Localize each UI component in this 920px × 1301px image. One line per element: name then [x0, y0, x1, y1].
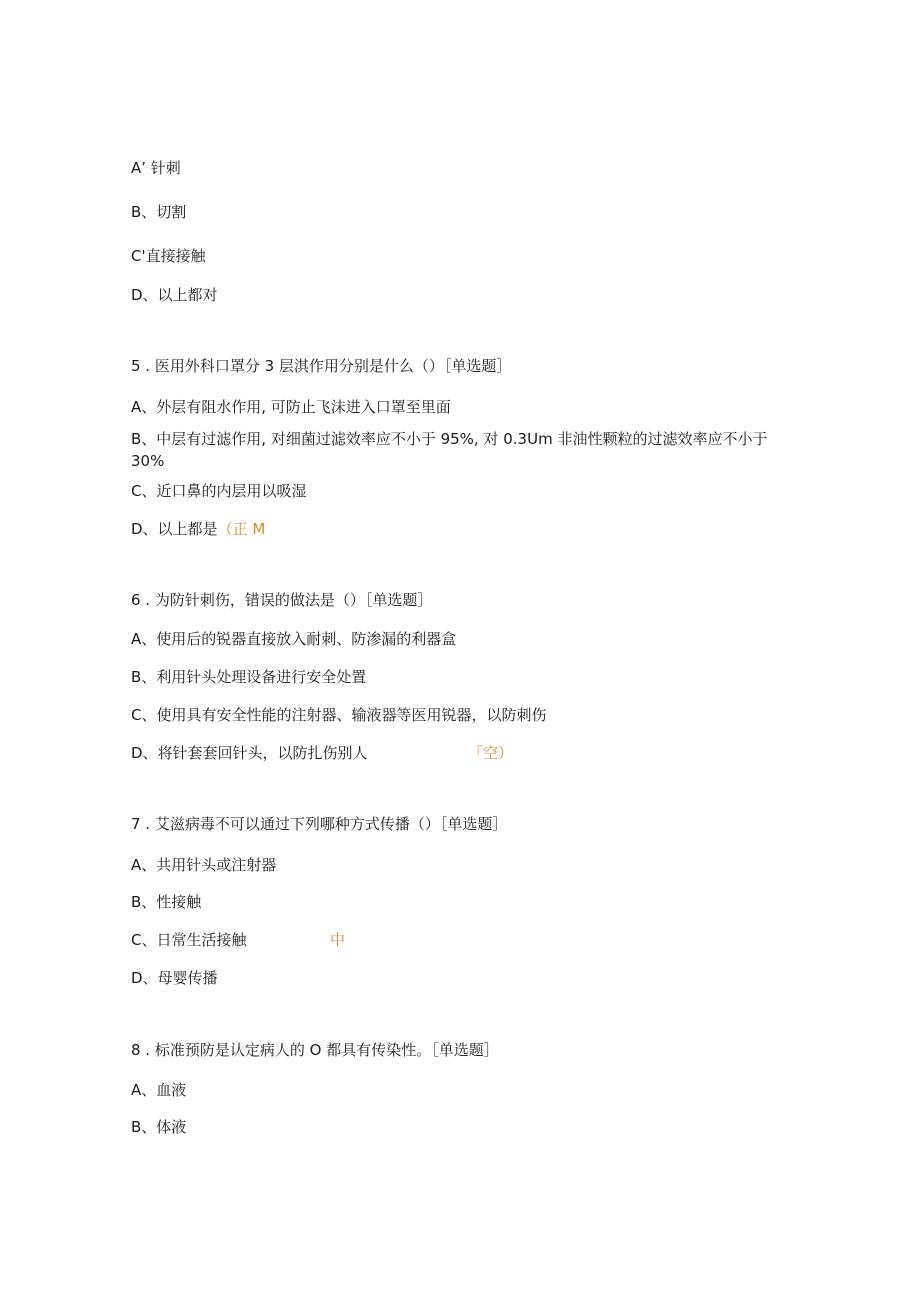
question-6-answer-mark: 「空） — [468, 744, 514, 762]
question-6-option-c: C、使用具有安全性能的注射器、输液器等医用锐器，以防刺伤 — [131, 706, 547, 724]
question-7-option-d: D、母婴传播 — [131, 969, 218, 987]
question-8-option-a: A、血液 — [131, 1081, 187, 1099]
option-a: A’ 针刺 — [131, 159, 181, 177]
question-8-stem: 8 . 标准预防是认定病人的 O 都具有传染性。［单选题］ — [131, 1041, 499, 1059]
option-b: B、切割 — [131, 203, 187, 221]
question-7-option-c: C、日常生活接触 — [131, 931, 247, 949]
option-d: D、以上都对 — [131, 286, 218, 304]
question-5-option-a: A、外层有阻水作用, 可防止飞沫进入口罩至里面 — [131, 398, 451, 416]
question-5-option-b: B、中层有过滤作用, 对细菌过滤效率应不小于 95%, 对 0.3Um 非油性颗粒的过滤效率应不小于 30% — [131, 430, 768, 470]
option-c: C'直接接触 — [131, 247, 206, 265]
question-6-option-d: D、将针套套回针头，以防扎伤别人 — [131, 744, 368, 762]
question-7-option-b: B、性接触 — [131, 893, 202, 911]
question-6-option-a: A、使用后的锐器直接放入耐刺、防渗漏的利器盒 — [131, 630, 457, 648]
question-6-option-b: B、利用针头处理设备进行安全处置 — [131, 668, 367, 686]
question-5-option-d-text: D、以上都是 — [131, 520, 218, 538]
question-6-stem: 6 . 为防针刺伤，错误的做法是（）［单选题］ — [131, 591, 433, 609]
question-8-option-b: B、体液 — [131, 1118, 187, 1136]
question-7-stem: 7 . 艾滋病毒不可以通过下列哪种方式传播（）［单选题］ — [131, 815, 508, 833]
question-5-answer-mark: （正 M — [217, 520, 266, 538]
question-5-option-c: C、近口鼻的内层用以吸湿 — [131, 482, 307, 500]
question-7-option-a: A、共用针头或注射器 — [131, 856, 277, 874]
question-5-option-d — [131, 518, 265, 540]
question-5-stem: 5 . 医用外科口罩分 3 层淇作用分别是什么（）［单选题］ — [131, 357, 512, 375]
question-7-answer-mark: 中 — [330, 931, 346, 949]
